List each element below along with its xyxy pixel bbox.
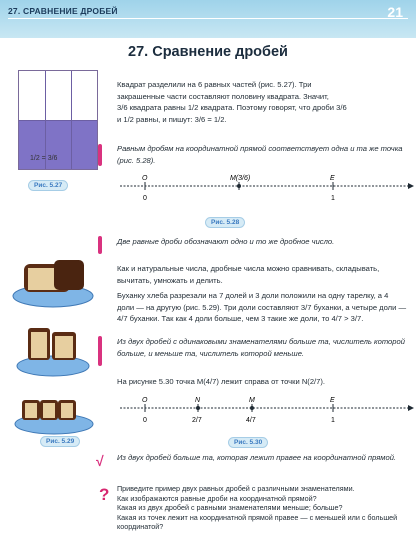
rule-same-denominator: Из двух дробей с одинаковыми знаменателями больше та, числитель которой больше, и меньше та, числитель которой меньше. [117, 337, 405, 358]
section-title: 27. СРАВНЕНИЕ ДРОБЕЙ [8, 6, 118, 16]
question-item: Как изображаются равные дроби на координатной прямой? [117, 493, 317, 503]
figure-label-527: Рис. 5.27 [28, 180, 68, 191]
tick-2-7: 2/7 [192, 417, 202, 424]
page-number: 21 [387, 4, 403, 20]
rule-marker [98, 236, 102, 254]
paragraph-bread: Буханку хлеба разрезали на 7 долей и 3 доли положили на одну тарелку, а 4 доли — на другую (рис. 5.29). Три доли составляют 3/7 буханки, а четыре доли — 4/7 буханки. Так как 4 доли больше, чем 3 такие же доли, то 4/7 > 3/7. [117, 291, 407, 324]
number-line-530 [118, 392, 414, 432]
number-line-528 [118, 170, 414, 210]
rule-same-number: Две равные дроби обозначают одно и то же дробное число. [117, 237, 335, 246]
figure-label-530: Рис. 5.30 [228, 437, 268, 448]
tick-1: 1 [331, 417, 335, 424]
fraction-equation: 1/2 = 3/6 [30, 155, 58, 162]
figure-label-529: Рис. 5.29 [40, 436, 80, 447]
tick-4-7: 4/7 [246, 417, 256, 424]
rule-marker [98, 144, 102, 166]
figure-label-528: Рис. 5.28 [205, 217, 245, 228]
question-item: Какая из двух дробей с равными знаменателями меньше; больше? [117, 503, 343, 513]
page-header [0, 0, 416, 38]
tick-0: 0 [143, 195, 147, 202]
tick-0: 0 [143, 417, 147, 424]
rule-equal-fractions: Равным дробям на координатной прямой соответствует одна и та же точка (рис. 5.28). [117, 144, 403, 165]
rule-right-is-greater: Из двух дробей больше та, которая лежит правее на координатной прямой. [117, 453, 397, 462]
paragraph-points: На рисунке 5.30 точка M(4/7) лежит справа от точки N(2/7). [117, 377, 326, 386]
bread-slices-plate-2-image [12, 388, 96, 436]
point-E: E [330, 397, 335, 404]
review-questions [117, 484, 407, 532]
point-E: E [330, 175, 335, 182]
lesson-title: 27. Сравнение дробей [128, 44, 288, 60]
header-rule [8, 18, 408, 19]
tick-1: 1 [331, 195, 335, 202]
question-item: Какая из точек лежит на координатной прямой правее — с меньшей или с большей координатой? [117, 512, 398, 532]
point-M: M [249, 397, 255, 404]
question-mark-icon: ? [99, 485, 110, 504]
intro-paragraph: Квадрат разделили на 6 равных частей (рис. 5.27). Три закрашенные части составляют половину квадрата. Значит, 3/6 квадрата равны 1/2 квадрата. Поэтому говорят, что дроби 3/6 и 1/2 равны, и пишут: 3/6 = 1/2. [117, 80, 347, 124]
rule-marker [98, 336, 102, 366]
bread-slices-plate-1-image [12, 318, 94, 378]
check-mark-icon: √ [96, 453, 104, 469]
point-N: N [195, 397, 201, 404]
bread-loaf-image [10, 250, 96, 310]
point-M: M(3/6) [230, 175, 251, 182]
paragraph-operations: Как и натуральные числа, дробные числа можно сравнивать, складывать, вычитать, умножать и делить. [117, 264, 380, 285]
point-O: O [142, 397, 148, 404]
question-item: Приведите пример двух равных дробей с различными знаменателями. [117, 484, 355, 493]
point-O: O [142, 175, 148, 182]
